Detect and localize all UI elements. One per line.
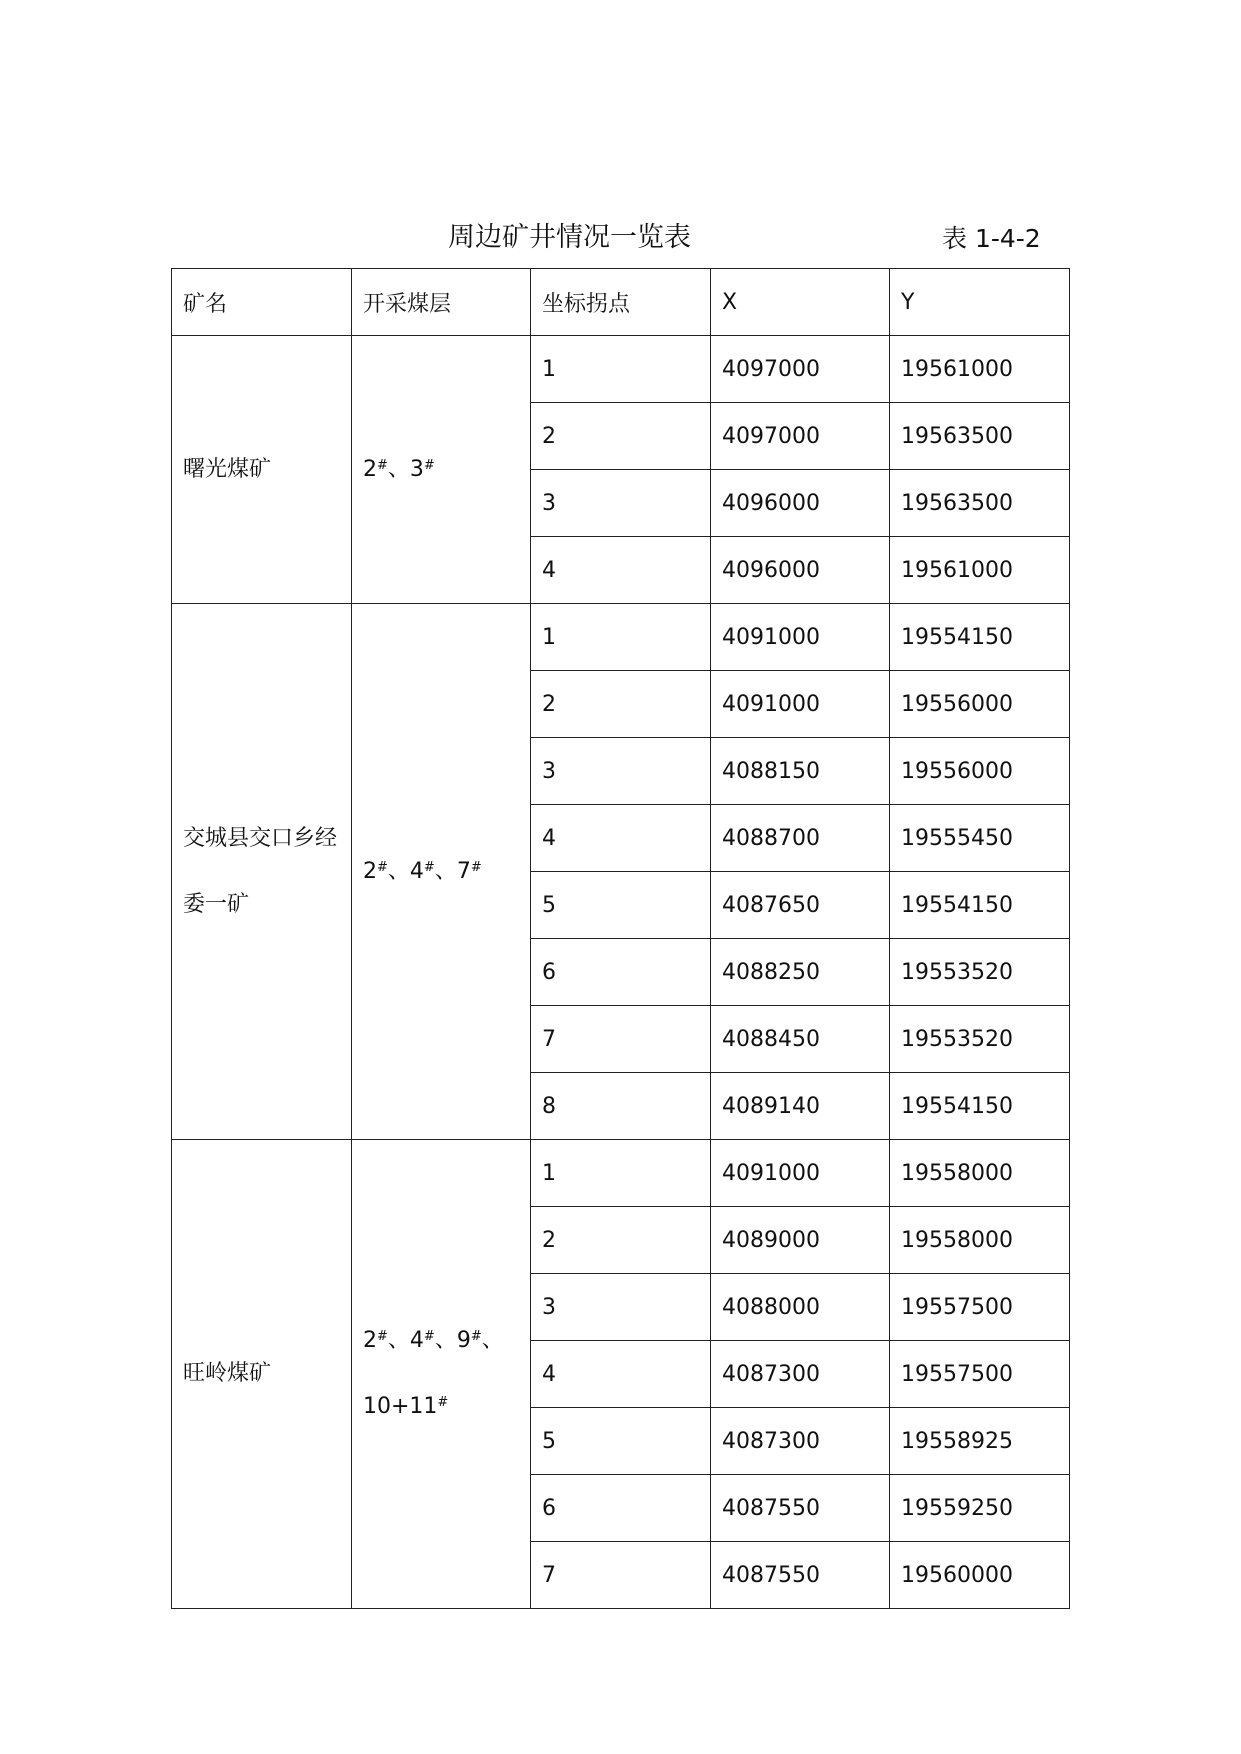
point-number-cell: 3	[531, 470, 711, 537]
table-number: 表 1-4-2	[942, 224, 1041, 253]
x-coordinate-cell: 4091000	[711, 671, 890, 738]
mine-name-line: 旺岭煤矿	[183, 1361, 272, 1386]
x-coordinate-cell: 4097000	[711, 403, 890, 470]
x-coordinate-cell: 4087550	[711, 1542, 890, 1609]
y-coordinate-cell: 19553520	[890, 939, 1070, 1006]
point-number-cell: 1	[531, 604, 711, 671]
x-coordinate-cell: 4088450	[711, 1006, 890, 1073]
coal-seam-line: 2#、3#	[363, 456, 435, 482]
y-coordinate-cell: 19557500	[890, 1341, 1070, 1408]
y-coordinate-cell: 19554150	[890, 1073, 1070, 1140]
y-coordinate-cell: 19554150	[890, 872, 1070, 939]
x-coordinate-cell: 4089000	[711, 1207, 890, 1274]
point-number-cell: 4	[531, 1341, 711, 1408]
point-number-cell: 7	[531, 1006, 711, 1073]
x-coordinate-cell: 4087650	[711, 872, 890, 939]
point-number-cell: 6	[531, 1475, 711, 1542]
x-coordinate-cell: 4087300	[711, 1408, 890, 1475]
mines-table	[171, 268, 1070, 1609]
x-coordinate-cell: 4091000	[711, 604, 890, 671]
x-coordinate-cell: 4088150	[711, 738, 890, 805]
y-coordinate-cell: 19554150	[890, 604, 1070, 671]
y-coordinate-cell: 19556000	[890, 738, 1070, 805]
point-number-cell: 3	[531, 738, 711, 805]
coal-seam-line: 10+11#	[363, 1394, 449, 1419]
point-number-cell: 2	[531, 671, 711, 738]
mine-name-line: 曙光煤矿	[183, 456, 272, 482]
header-mine-name: 矿名	[172, 269, 352, 336]
y-coordinate-cell: 19560000	[890, 1542, 1070, 1609]
x-coordinate-cell: 4091000	[711, 1140, 890, 1207]
point-number-cell: 3	[531, 1274, 711, 1341]
y-coordinate-cell: 19563500	[890, 403, 1070, 470]
header-corner-point: 坐标拐点	[531, 269, 711, 336]
mine-name-cell	[172, 336, 352, 604]
y-coordinate-cell: 19558000	[890, 1140, 1070, 1207]
x-coordinate-cell: 4096000	[711, 470, 890, 537]
y-coordinate-cell: 19553520	[890, 1006, 1070, 1073]
point-number-cell: 7	[531, 1542, 711, 1609]
point-number-cell: 1	[531, 336, 711, 403]
y-coordinate-cell: 19561000	[890, 336, 1070, 403]
table-row	[172, 604, 1070, 671]
point-number-cell: 5	[531, 872, 711, 939]
x-coordinate-cell: 4087300	[711, 1341, 890, 1408]
y-coordinate-cell: 19555450	[890, 805, 1070, 872]
point-number-cell: 4	[531, 537, 711, 604]
y-coordinate-cell: 19561000	[890, 537, 1070, 604]
x-coordinate-cell: 4087550	[711, 1475, 890, 1542]
x-coordinate-cell: 4088700	[711, 805, 890, 872]
y-coordinate-cell: 19558000	[890, 1207, 1070, 1274]
point-number-cell: 8	[531, 1073, 711, 1140]
x-coordinate-cell: 4088000	[711, 1274, 890, 1341]
coal-seam-cell	[352, 1140, 531, 1609]
x-coordinate-cell: 4088250	[711, 939, 890, 1006]
mine-name-cell	[172, 604, 352, 1140]
x-coordinate-cell: 4096000	[711, 537, 890, 604]
x-coordinate-cell: 4097000	[711, 336, 890, 403]
x-coordinate-cell: 4089140	[711, 1073, 890, 1140]
point-number-cell: 6	[531, 939, 711, 1006]
mines-table-body	[172, 269, 1070, 1609]
y-coordinate-cell: 19556000	[890, 671, 1070, 738]
mine-name-line: 委一矿	[183, 891, 250, 917]
point-number-cell: 1	[531, 1140, 711, 1207]
mine-name-cell	[172, 1140, 352, 1609]
coal-seam-cell	[352, 604, 531, 1140]
point-number-cell: 5	[531, 1408, 711, 1475]
coal-seam-line: 2#、4#、7#	[363, 858, 482, 884]
table-row	[172, 336, 1070, 403]
point-number-cell: 2	[531, 403, 711, 470]
header-row	[172, 269, 1070, 336]
point-number-cell: 2	[531, 1207, 711, 1274]
coal-seam-line: 2#、4#、9#、	[363, 1328, 504, 1353]
y-coordinate-cell: 19563500	[890, 470, 1070, 537]
header-coal-seam: 开采煤层	[352, 269, 531, 336]
header-y: Y	[890, 269, 1070, 336]
y-coordinate-cell: 19559250	[890, 1475, 1070, 1542]
header-x: X	[711, 269, 890, 336]
table-title: 周边矿井情况一览表	[448, 222, 691, 253]
mine-name-line: 交城县交口乡经	[183, 825, 338, 851]
coal-seam-cell	[352, 336, 531, 604]
table-row	[172, 1140, 1070, 1207]
y-coordinate-cell: 19557500	[890, 1274, 1070, 1341]
point-number-cell: 4	[531, 805, 711, 872]
y-coordinate-cell: 19558925	[890, 1408, 1070, 1475]
